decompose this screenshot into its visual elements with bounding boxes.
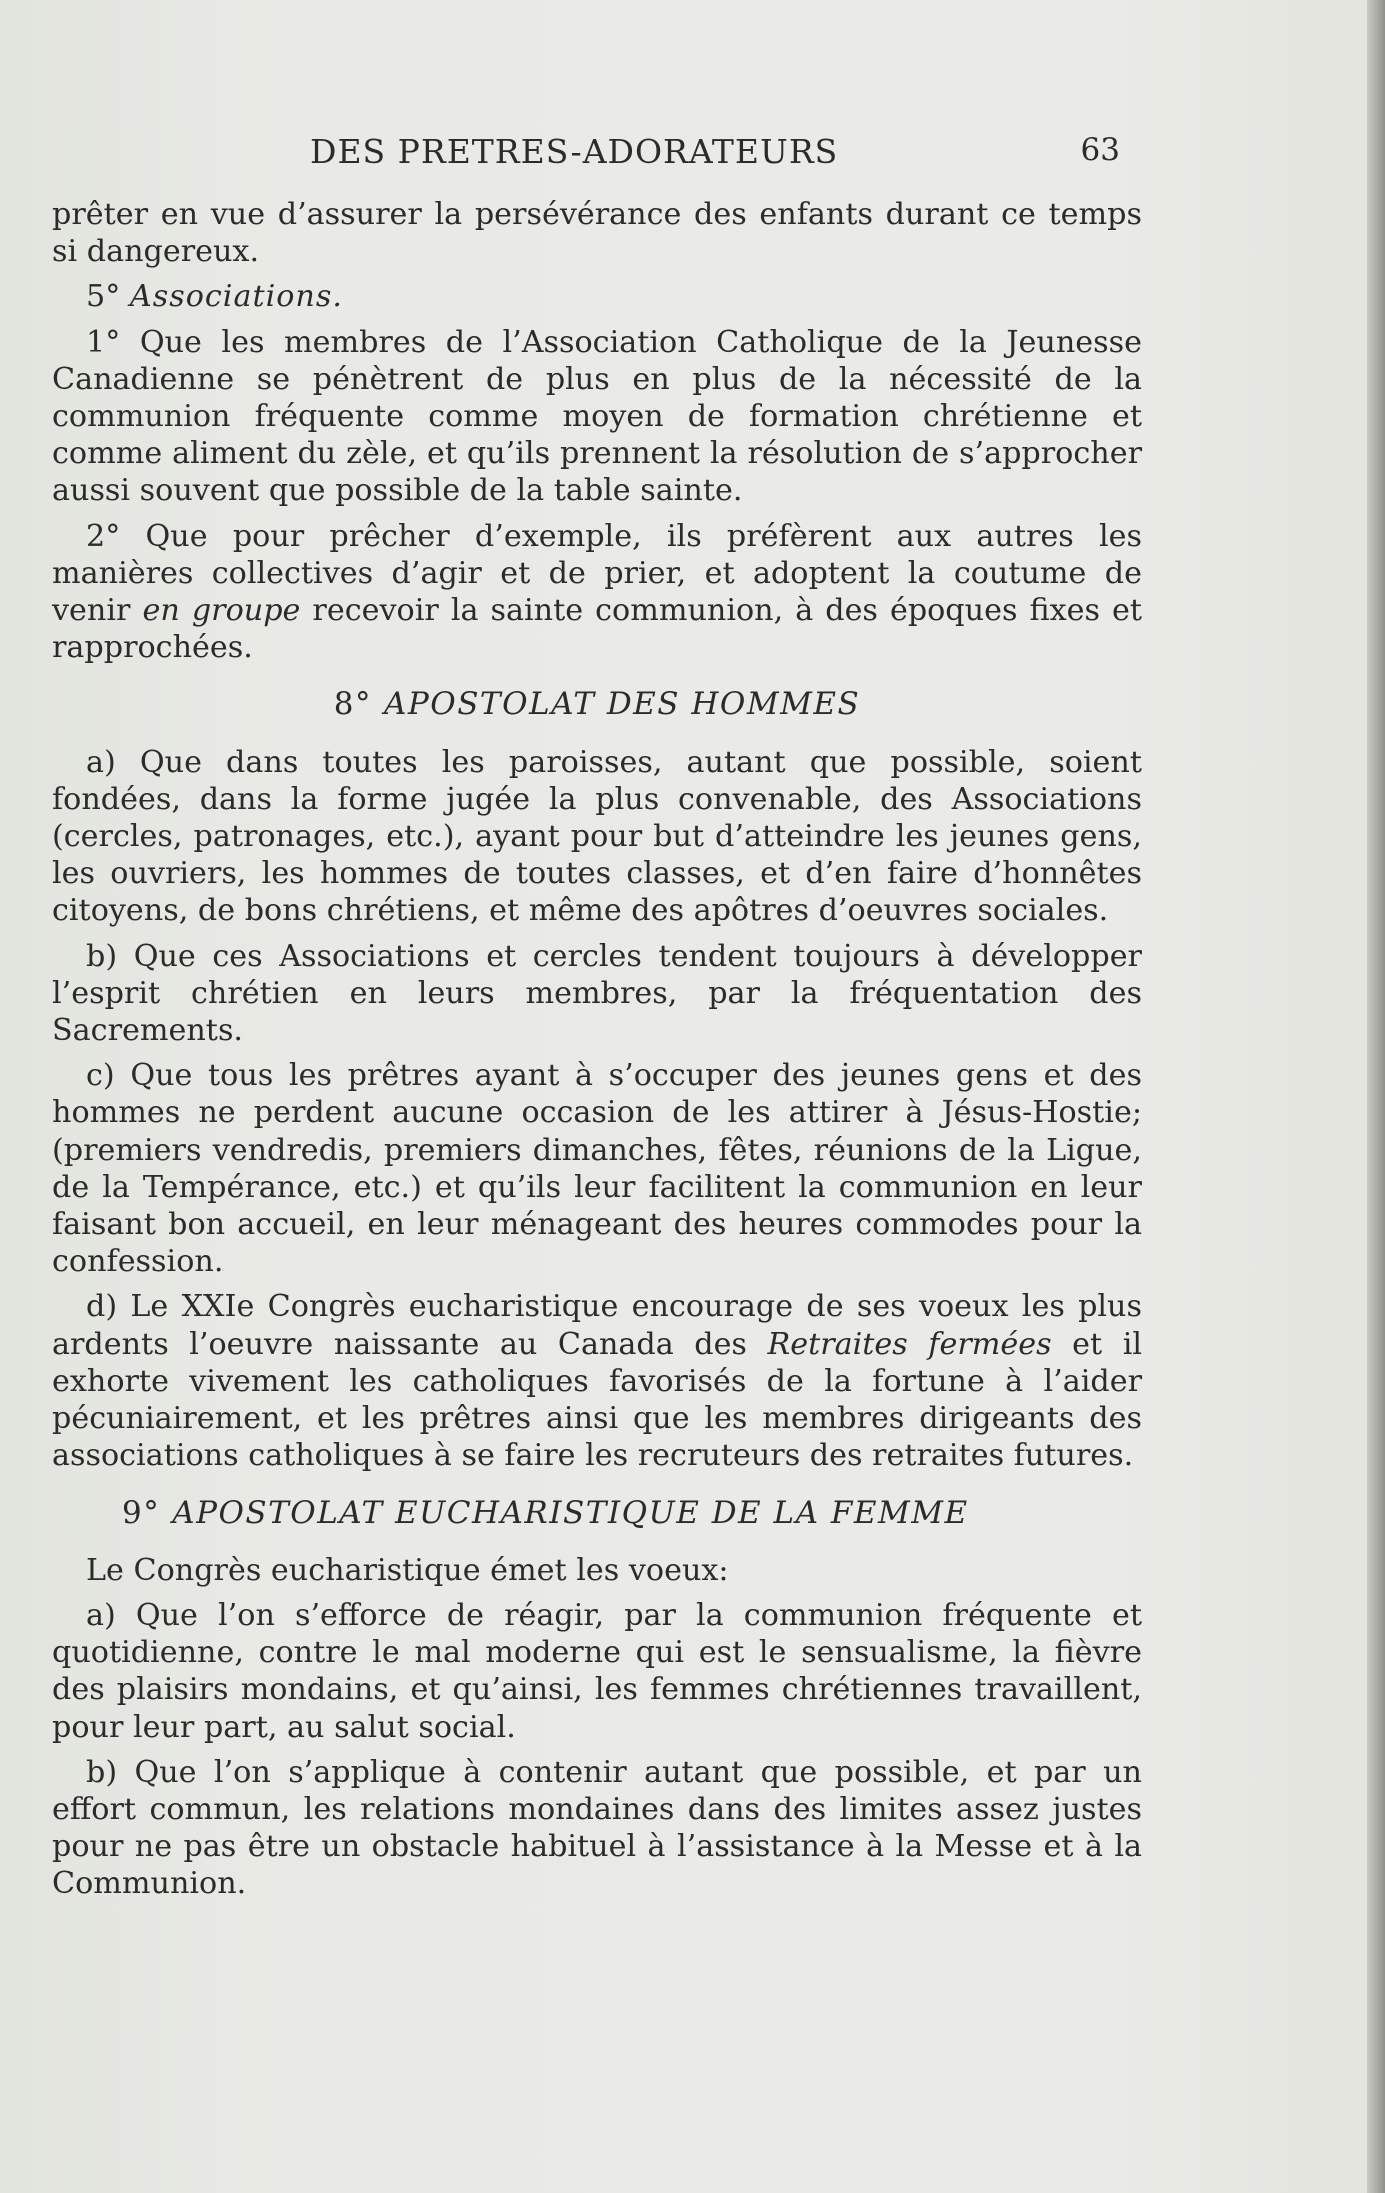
page-body — [52, 196, 1142, 1911]
page-number: 63 — [1080, 132, 1120, 168]
section-8-item-b: b) Que ces Associations et cercles tendent toujours à développer l’esprit chrétien en leurs membres, par la fréquentation des Sacrements. — [52, 938, 1142, 1049]
page-header — [310, 132, 1120, 182]
section-8-item-d-part-2: et il exhorte vivement les catholiques favorisés de la fortune à l’aider pécuniairement, et les prêtres ainsi que les membres dirigeants des associations catholiques à se faire les recruteurs des retraites futures. — [52, 1326, 1143, 1474]
page-edge-shadow — [1367, 0, 1385, 2193]
section-8-title: APOSTOLAT DES HOMMES — [384, 686, 861, 723]
section-8-item-c: c) Que tous les prêtres ayant à s’occuper des jeunes gens et des hommes ne perdent aucune occasion de les attirer à Jésus-Hostie; (premiers vendredis, premiers dimanches, fêtes, réunions de la Ligue, de la Tempérance, etc.) et qu’ils leur facilitent la communion en leur faisant bon accueil, en leur ménageant des heures commodes pour la confession. — [52, 1058, 1142, 1280]
section-9-number: 9° — [122, 1494, 161, 1531]
section-5-paragraph-1: 1° Que les membres de l’Association Catholique de la Jeunesse Canadienne se pénètrent de plus en plus de la nécessité de la communion fréquente comme moyen de formation chrétienne et comme aliment du zèle, et qu’ils prennent la résolution de s’approcher aussi souvent que possible de la table sainte. — [52, 324, 1142, 509]
running-head: DES PRETRES-ADORATEURS — [310, 132, 839, 171]
section-9-item-b: b) Que l’on s’applique à contenir autant que possible, et par un effort commun, les relations mondaines dans des limites assez justes pour ne pas être un obstacle habituel à l’assistance à la Messe et à la Communion. — [52, 1754, 1142, 1902]
intro-paragraph: prêter en vue d’assurer la persévérance des enfants durant ce temps si dangereux. — [52, 197, 1142, 270]
section-5-paragraph-2-italic: en groupe — [142, 593, 301, 629]
section-8-item-d-italic: Retraites fermées — [767, 1326, 1052, 1362]
section-5-heading — [52, 278, 1142, 315]
section-5-title: Associations. — [129, 279, 343, 315]
section-9-item-a: a) Que l’on s’efforce de réagir, par la communion fréquente et quotidienne, contre le mal moderne qui est le sensualisme, la fièvre des plaisirs mondains, et qu’ainsi, les femmes chrétiennes travaillent, pour leur part, au salut social. — [52, 1597, 1142, 1745]
section-5-number: 5° — [86, 279, 121, 315]
section-5-paragraph-2-part-2: recevoir la sainte communion, à des époques fixes et rapprochées. — [52, 593, 1142, 666]
section-8-number: 8° — [333, 686, 373, 723]
section-9-intro: Le Congrès eucharistique émet les voeux: — [86, 1552, 729, 1588]
section-8-heading — [52, 686, 1142, 723]
section-5-paragraph-2-part-1: 2° Que pour prêcher d’exemple, ils préfèrent aux autres les manières collectives d’agir et de prier, et adoptent la coutume de venir — [52, 518, 1142, 629]
section-5-paragraph-2 — [52, 518, 1142, 667]
section-8-item-d-part-1: d) Le XXIe Congrès eucharistique encourage de ses voeux les plus ardents l’oeuvre naissante au Canada des — [52, 1289, 1142, 1362]
section-8-item-a: a) Que dans toutes les paroisses, autant que possible, soient fondées, dans la forme jugée la plus convenable, des Associations (cercles, patronages, etc.), ayant pour but d’atteindre les jeunes gens, les ouvriers, les hommes de toutes classes, et d’en faire d’honnêtes citoyens, de bons chrétiens, et même des apôtres d’oeuvres sociales. — [52, 744, 1142, 929]
section-9-title: APOSTOLAT EUCHARISTIQUE DE LA FEMME — [172, 1494, 969, 1531]
section-8-item-d — [52, 1288, 1142, 1474]
section-9-heading — [52, 1495, 1142, 1532]
